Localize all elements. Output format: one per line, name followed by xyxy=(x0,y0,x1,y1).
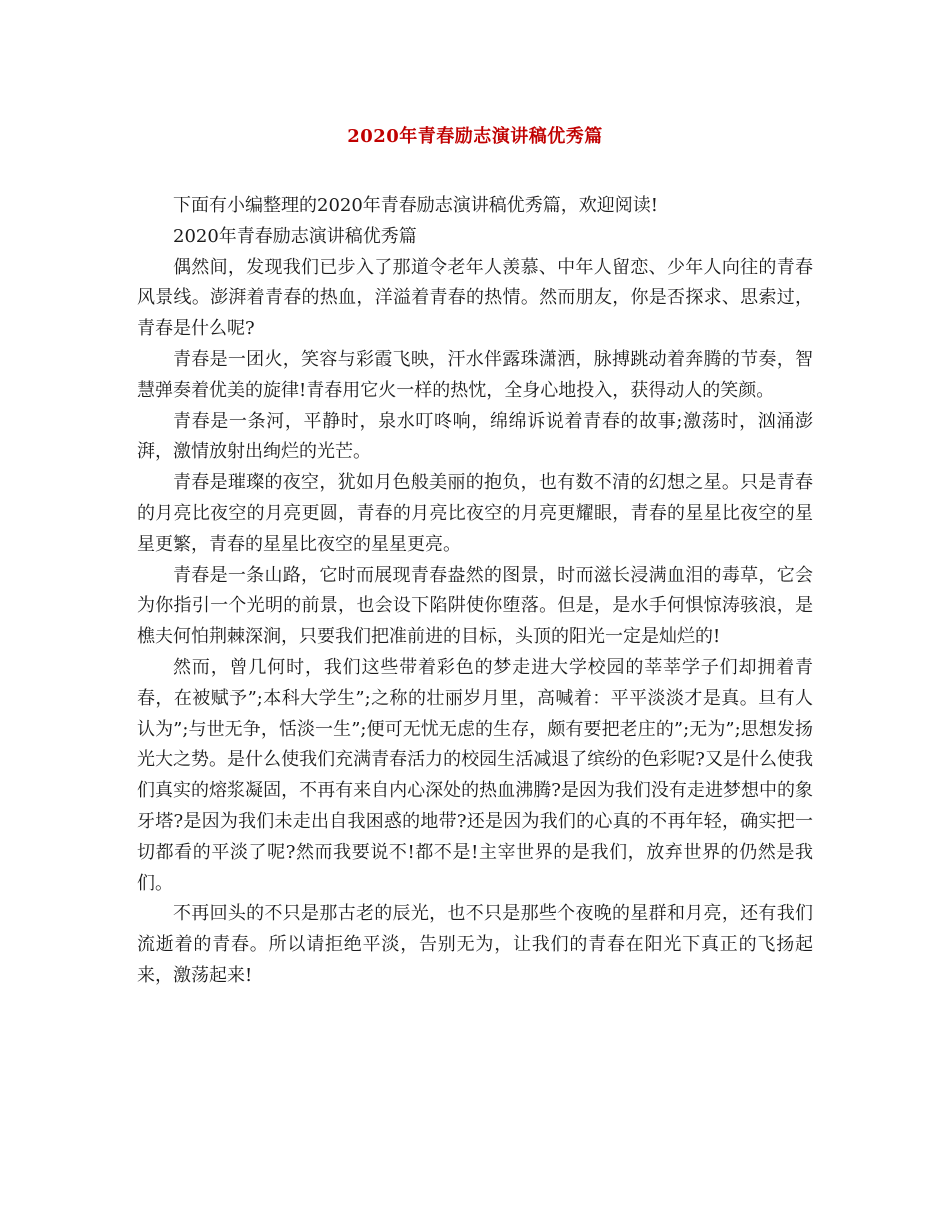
paragraph-subtitle: 2020年青春励志演讲稿优秀篇 xyxy=(173,225,417,247)
paragraph: 青春是一条河，平静时，泉水叮咚响，绵绵诉说着青春的故事;激荡时，汹涌澎湃，激情放射出绚烂的光芒。 xyxy=(137,410,813,463)
document-body xyxy=(137,191,813,992)
paragraph: 不再回头的不只是那古老的辰光，也不只是那些个夜晚的星群和月亮，还有我们流逝着的青春。所以请拒绝平淡，告别无为，让我们的青春在阳光下真正的飞扬起来，激荡起来! xyxy=(137,903,813,986)
paragraph: 青春是璀璨的夜空，犹如月色般美丽的抱负，也有数不清的幻想之星。只是青春的月亮比夜空的月亮更圆，青春的月亮比夜空的月亮更耀眼，青春的星星比夜空的星星更繁，青春的星星比夜空的星星更亮。 xyxy=(137,472,813,555)
paragraph-intro: 下面有小编整理的2020年青春励志演讲稿优秀篇，欢迎阅读! xyxy=(173,195,659,216)
document-title: 2020年青春励志演讲稿优秀篇 xyxy=(347,126,603,147)
paragraph: 青春是一条山路，它时而展现青春盎然的图景，时而滋长浸满血泪的毒草，它会为你指引一个光明的前景，也会设下陷阱使你堕落。但是，是水手何惧惊涛骇浪，是樵夫何怕荆棘深涧，只要我们把准前进的目标，头顶的阳光一定是灿烂的! xyxy=(137,564,813,648)
paragraph: 然而，曾几何时，我们这些带着彩色的梦走进大学校园的莘莘学子们却拥着青春，在被赋予”;本科大学生”;之称的壮丽岁月里，高喊着：平平淡淡才是真。旦有人认为”;与世无争，恬淡一生”;便可无忧无虑的生存，颇有要把老庄的”;无为”;思想发扬光大之势。是什么使我们充满青春活力的校园生活减退了缤纷的色彩呢?又是什么使我们真实的熔浆凝固，不再有来自内心深处的热血沸腾?是因为我们没有走进梦想中的象牙塔?是因为我们未走出自我困惑的地带?还是因为我们的心真的不再年轻，确实把一切都看的平淡了呢?然而我要说不!都不是!主宰世界的是我们，放弃世界的仍然是我们。 xyxy=(137,656,813,894)
paragraph: 青春是一团火，笑容与彩霞飞映，汗水伴露珠潇洒，脉搏跳动着奔腾的节奏，智慧弹奏着优美的旋律!青春用它火一样的热忱，全身心地投入，获得动人的笑颜。 xyxy=(137,348,813,401)
paragraph: 偶然间，发现我们已步入了那道令老年人羡慕、中年人留恋、少年人向往的青春风景线。澎湃着青春的热血，洋溢着青春的热情。然而朋友，你是否探求、思索过，青春是什么呢? xyxy=(137,256,813,340)
